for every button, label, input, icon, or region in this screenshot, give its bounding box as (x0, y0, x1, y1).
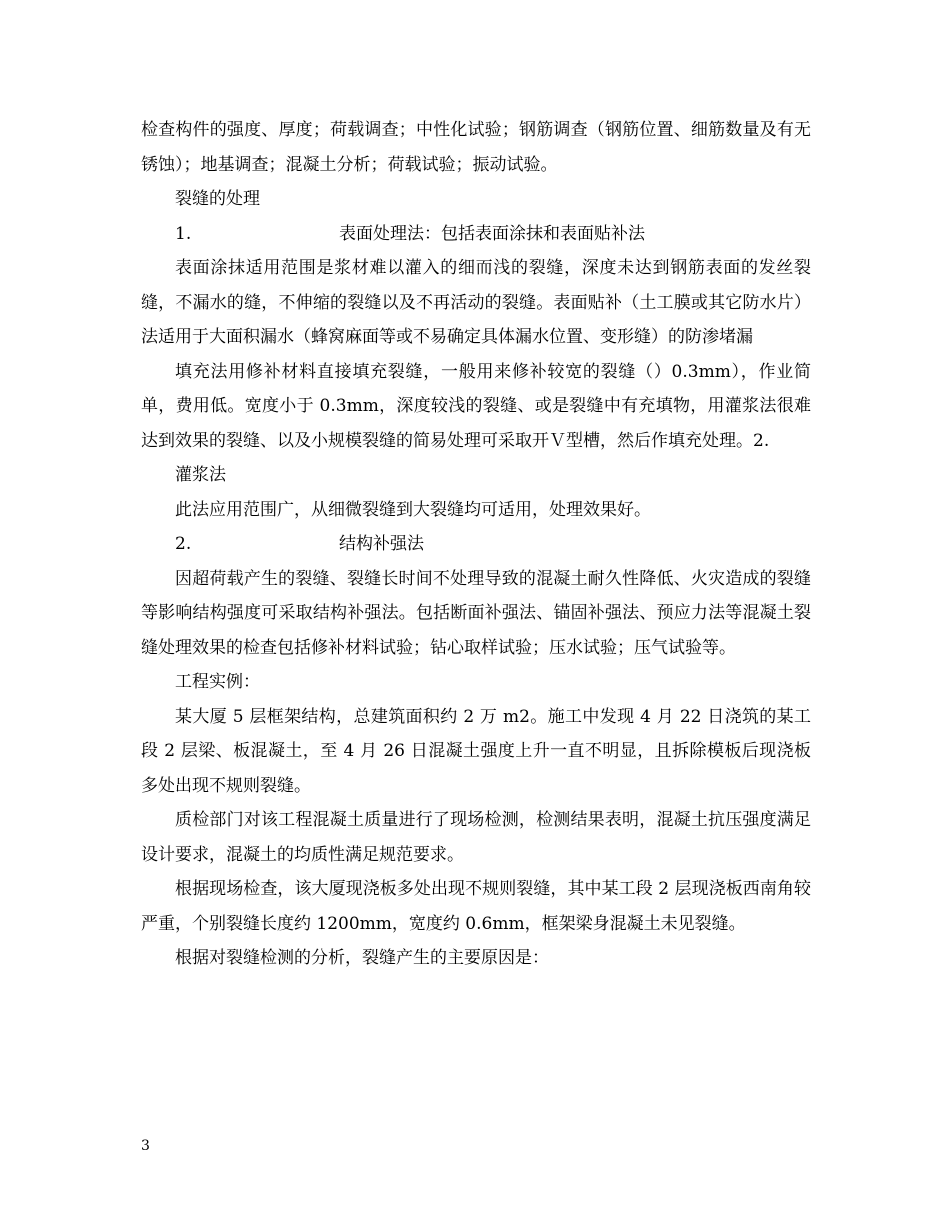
paragraph-filling-method: 填充法用修补材料直接填充裂缝，一般用来修补较宽的裂缝（）0.3mm），作业简单，费用低。宽度小于 0.3mm，深度较浅的裂缝、或是裂缝中有充填物，用灌浆法很难达到效果的裂缝、以及小规模裂缝的简易处理可采取开Ｖ型槽，然后作填充处理。2. (141, 361, 811, 451)
paragraph-site-inspection: 根据现场检查，该大厦现浇板多处出现不规则裂缝，其中某工段 2 层现浇板西南角较严重，个别裂缝长度约 1200mm，宽度约 0.6mm，框架梁身混凝土未见裂缝。 (141, 879, 811, 934)
heading-number: 2. (175, 534, 192, 554)
paragraph-case-description: 某大厦 5 层框架结构，总建筑面积约 2 万 m2。施工中发现 4 月 22 日浇筑的某工段 2 层梁、板混凝土，至 4 月 26 日混凝土强度上升一直不明显，且拆除模板后现浇板多处出现不规则裂缝。 (141, 706, 811, 796)
paragraph-cause-analysis: 根据对裂缝检测的分析，裂缝产生的主要原因是： (175, 948, 549, 968)
paragraph-quality-inspection: 质检部门对该工程混凝土质量进行了现场检测，检测结果表明，混凝土抗压强度满足设计要求，混凝土的均质性满足规范要求。 (141, 810, 811, 865)
heading-text: 表面处理法：包括表面涂抹和表面贴补法 (339, 223, 645, 244)
numbered-heading-surface-treatment (141, 217, 811, 252)
heading-number: 1. (175, 223, 192, 244)
paragraph-inspection-items: 检查构件的强度、厚度；荷载调查；中性化试验；钢筋调查（钢筋位置、细筋数量及有无锈蚀）；地基调查；混凝土分析；荷载试验；振动试验。 (141, 120, 811, 175)
document-body (141, 113, 811, 976)
paragraph-reinforcement: 因超荷载产生的裂缝、裂缝长时间不处理导致的混凝土耐久性降低、火灾造成的裂缝等影响结构强度可采取结构补强法。包括断面补强法、锚固补强法、预应力法等混凝土裂缝处理效果的检查包括修补材料试验；钻心取样试验；压水试验；压气试验等。 (141, 568, 811, 658)
numbered-heading-structural-reinforcement (141, 527, 811, 562)
paragraph-grouting-scope: 此法应用范围广，从细微裂缝到大裂缝均可适用，处理效果好。 (175, 499, 651, 520)
section-heading-crack-treatment: 裂缝的处理 (175, 189, 260, 209)
paragraph-case-heading: 工程实例： (175, 672, 260, 692)
paragraph-surface-coating: 表面涂抹适用范围是浆材难以灌入的细而浅的裂缝，深度未达到钢筋表面的发丝裂缝，不漏水的缝，不伸缩的裂缝以及不再活动的裂缝。表面贴补（土工膜或其它防水片）法适用于大面积漏水（蜂窝麻面等或不易确定具体漏水位置、变形缝）的防渗堵漏 (141, 258, 811, 347)
paragraph-grouting-heading: 灌浆法 (175, 465, 226, 485)
heading-text: 结构补强法 (339, 534, 424, 554)
page-number: 3 (141, 1138, 150, 1154)
